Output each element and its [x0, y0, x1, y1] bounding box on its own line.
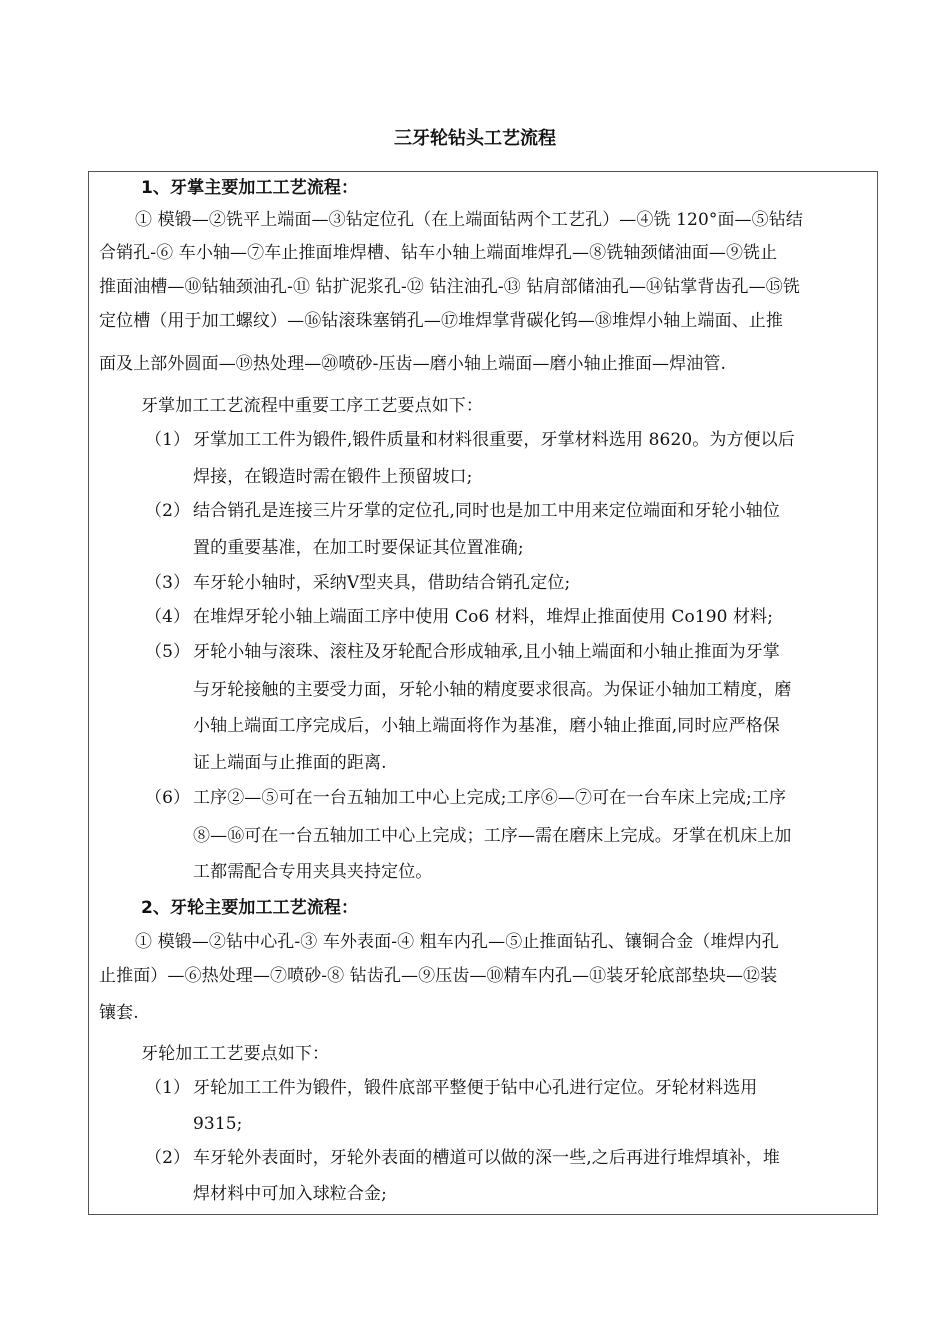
- section2-flow-line-3: 镶套.: [99, 1003, 139, 1023]
- s1-item1-num: （1）: [145, 430, 191, 450]
- section1-flow-line-2: 合销孔-⑥ 车小轴—⑦车止推面堆焊槽、钻车小轴上端面堆焊孔—⑧铣轴颈储油面—⑨铣止: [99, 243, 778, 263]
- s1-item1-line2: 焊接，在锻造时需在锻件上预留坡口;: [193, 467, 473, 487]
- s1-item5-line1: 牙轮小轴与滚珠、滚柱及牙轮配合形成轴承,且小轴上端面和小轴止推面为牙掌: [193, 642, 780, 662]
- section2-flow-line-2: 止推面）—⑥热处理—⑦喷砂-⑧ 钻齿孔—⑨压齿—⑩精车内孔—⑪装牙轮底部垫块—⑫装: [99, 966, 778, 986]
- s1-item5-num: （5）: [145, 642, 191, 662]
- s2-item1-num: （1）: [145, 1078, 191, 1098]
- section2-flow-line-1: ① 模锻—②钻中心孔-③ 车外表面-④ 粗车内孔—⑤止推面钻孔、镶铜合金（堆焊内孔: [135, 932, 779, 952]
- s1-item5-line2: 与牙轮接触的主要受力面，牙轮小轴的精度要求很高。为保证小轴加工精度，磨: [193, 680, 792, 700]
- s2-item2-line1: 车牙轮外表面时，牙轮外表面的槽道可以做的深一些,之后再进行堆焊填补，堆: [193, 1148, 780, 1168]
- section1-flow-line-4: 定位槽（用于加工螺纹）—⑯钻滚珠塞销孔—⑰堆焊掌背碳化钨—⑱堆焊小轴上端面、止推: [99, 311, 783, 331]
- s1-item3-num: （3）: [145, 573, 191, 593]
- s2-item1-line2: 9315;: [193, 1114, 243, 1134]
- s1-item2-num: （2）: [145, 501, 191, 521]
- s1-item6-line2: ⑧—⑯可在一台五轴加工中心上完成；工序—需在磨床上完成。牙掌在机床上加: [193, 826, 792, 846]
- s2-item1-line1: 牙轮加工工件为锻件，锻件底部平整便于钻中心孔进行定位。牙轮材料选用: [193, 1078, 758, 1098]
- s1-item2-line2: 置的重要基准，在加工时要保证其位置准确;: [193, 538, 524, 558]
- s1-item3-line1: 车牙轮小轴时，采纳Ⅴ型夹具，借助结合销孔定位;: [193, 573, 571, 593]
- section1-flow-line-5: 面及上部外圆面—⑲热处理—⑳喷砂-压齿—磨小轴上端面—磨小轴止推面—焊油管.: [99, 354, 726, 374]
- section1-flow-line-1: ① 模锻—②铣平上端面—③钻定位孔（在上端面钻两个工艺孔）—④铣 120°面—⑤钻结: [135, 210, 803, 230]
- s2-item2-line2: 焊材料中可加入球粒合金;: [193, 1184, 387, 1204]
- content-box: [88, 171, 878, 1215]
- section1-flow-line-3: 推面油槽—⑩钻轴颈油孔-⑪ 钻扩泥浆孔-⑫ 钻注油孔-⑬ 钻肩部储油孔—⑭钻掌背齿孔—⑮铣: [99, 277, 800, 297]
- s1-item4-line1: 在堆焊牙轮小轴上端面工序中使用 Co6 材料，堆焊止推面使用 Co190 材料;: [193, 607, 774, 627]
- s1-item2-line1: 结合销孔是连接三片牙掌的定位孔,同时也是加工中用来定位端面和牙轮小轴位: [193, 501, 780, 521]
- s1-item5-line4: 证上端面与止推面的距离.: [193, 753, 387, 773]
- s1-item5-line3: 小轴上端面工序完成后，小轴上端面将作为基准，磨小轴止推面,同时应严格保: [193, 716, 780, 736]
- s1-item6-line3: 工都需配合专用夹具夹持定位。: [193, 862, 433, 882]
- s1-item6-num: （6）: [145, 788, 191, 808]
- s1-item1-line1: 牙掌加工工件为锻件,锻件质量和材料很重要，牙掌材料选用 8620。为方便以后: [193, 430, 795, 450]
- s1-item4-num: （4）: [145, 607, 191, 627]
- section1-intro: 牙掌加工工艺流程中重要工序工艺要点如下：: [141, 396, 483, 416]
- section2-heading: 2、牙轮主要加工工艺流程：: [141, 898, 359, 918]
- s1-item6-line1: 工序②—⑤可在一台五轴加工中心上完成;工序⑥—⑦可在一台车床上完成;工序: [193, 788, 787, 808]
- page-title: 三牙轮钻头工艺流程: [394, 128, 556, 149]
- section1-heading: 1、牙掌主要加工工艺流程：: [141, 178, 359, 198]
- s2-item2-num: （2）: [145, 1148, 191, 1168]
- section2-intro: 牙轮加工工艺要点如下：: [141, 1044, 330, 1064]
